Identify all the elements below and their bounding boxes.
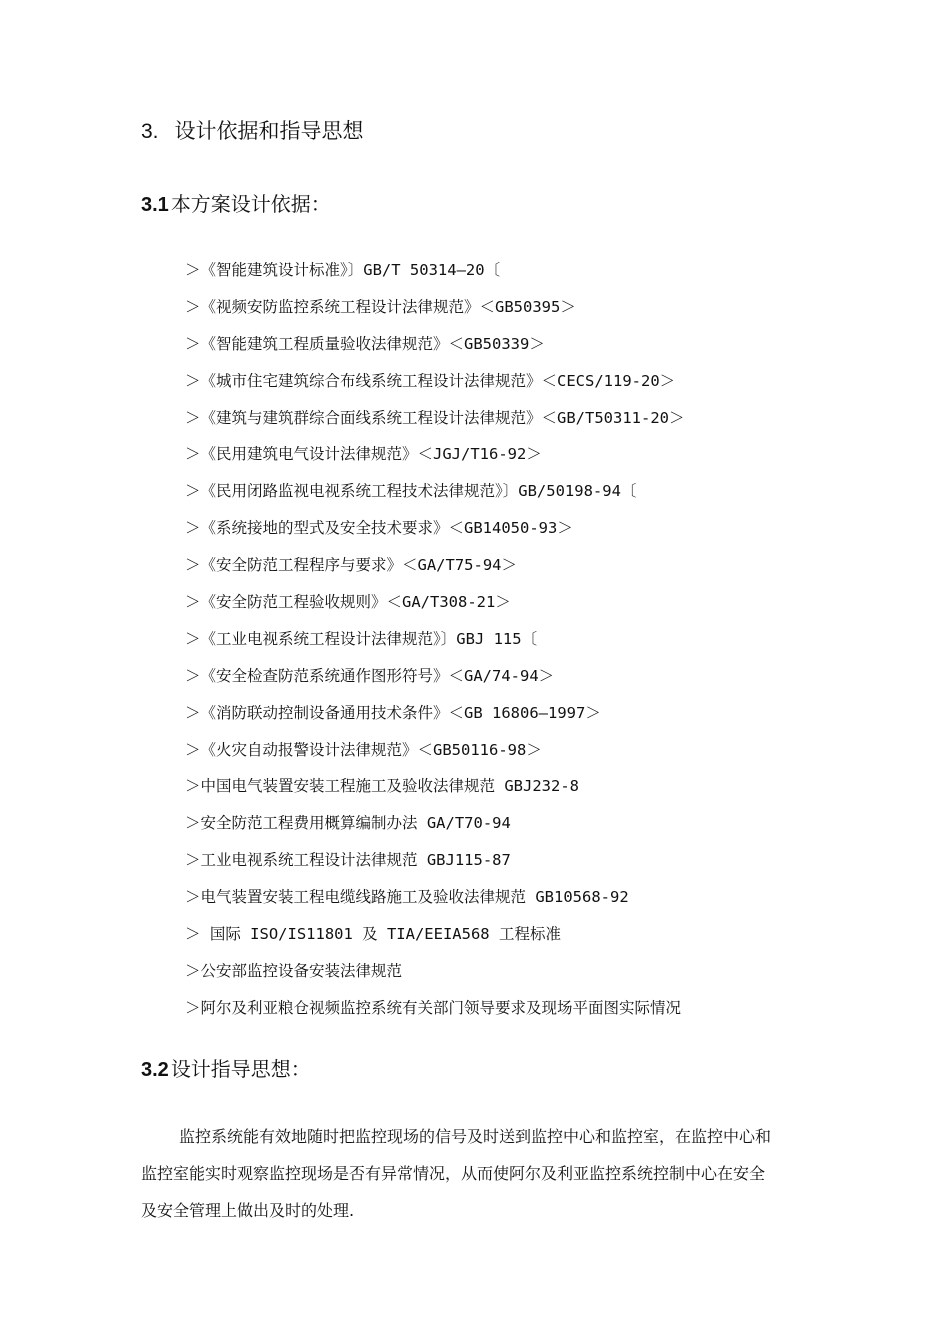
- subsection-number-basis: 3.1: [141, 194, 169, 216]
- reference-list: [185, 255, 684, 1030]
- reference-item: ＞工业电视系统工程设计法律规范 GBJ115-87: [185, 851, 511, 870]
- reference-item: ＞《智能建筑工程质量验收法律规范》＜GB50339＞: [185, 334, 545, 353]
- subsection-heading-guide: [141, 1054, 311, 1085]
- guide-paragraph: [141, 1118, 821, 1229]
- reference-item: ＞《工业电视系统工程设计法律规范》〕GBJ 115〔: [185, 629, 538, 648]
- reference-item: ＞《民用闭路监视电视系统工程技术法律规范》〕GB/50198-94〔: [185, 482, 637, 501]
- reference-item: ＞《视频安防监控系统工程设计法律规范》＜GB50395＞: [185, 297, 576, 316]
- paragraph-line: 监控室能实时观察监控现场是否有异常情况，从而使阿尔及利亚监控系统控制中心在安全: [141, 1164, 766, 1183]
- reference-item: ＞《安全防范工程验收规则》＜GA/T308-21＞: [185, 593, 511, 612]
- subsection-title-guide: 设计指导思想：: [170, 1057, 311, 1081]
- reference-item: ＞公安部监控设备安装法律规范: [185, 961, 403, 980]
- reference-item: ＞ 国际 ISO/IS11801 及 TIA/EEIA568 工程标准: [185, 925, 561, 944]
- reference-item: ＞安全防范工程费用概算编制办法 GA/T70-94: [185, 814, 511, 833]
- reference-item: ＞《系统接地的型式及安全技术要求》＜GB14050-93＞: [185, 519, 573, 538]
- subsection-title-basis: 本方案设计依据：: [170, 192, 331, 216]
- subsection-heading-basis: [141, 189, 331, 220]
- reference-item: ＞电气装置安装工程电缆线路施工及验收法律规范 GB10568-92: [185, 888, 629, 907]
- reference-item: ＞《安全检查防范系统通作图形符号》＜GA/74-94＞: [185, 666, 555, 685]
- paragraph-line: 监控系统能有效地随时把监控现场的信号及时送到监控中心和监控室，在监控中心和: [179, 1127, 772, 1146]
- subsection-number-guide: 3.2: [141, 1059, 169, 1081]
- section-heading: [141, 116, 364, 147]
- reference-item: ＞中国电气装置安装工程施工及验收法律规范 GBJ232-8: [185, 777, 579, 796]
- reference-item: ＞《安全防范工程程序与要求》＜GA/T75-94＞: [185, 556, 517, 575]
- paragraph-line: 及安全管理上做出及时的处理.: [141, 1201, 355, 1220]
- reference-item: ＞《消防联动控制设备通用技术条件》＜GB 16806—1997＞: [185, 703, 601, 722]
- reference-item: ＞《城市住宅建筑综合布线系统工程设计法律规范》＜CECS/119-20＞: [185, 371, 676, 390]
- reference-item: ＞《民用建筑电气设计法律规范》＜JGJ/T16-92＞: [185, 445, 542, 464]
- reference-item: ＞《建筑与建筑群综合面线系统工程设计法律规范》＜GB/T50311-20＞: [185, 408, 685, 427]
- reference-item: ＞《智能建筑设计标准》〕GB/T 50314—20〔: [185, 261, 501, 279]
- reference-item: ＞《火灾自动报警设计法律规范》＜GB50116-98＞: [185, 740, 542, 759]
- section-title: 设计依据和指导思想: [174, 119, 364, 143]
- reference-item: ＞阿尔及利亚粮仓视频监控系统有关部门领导要求及现场平面图实际情况: [185, 998, 682, 1017]
- section-number: 3.: [141, 120, 159, 143]
